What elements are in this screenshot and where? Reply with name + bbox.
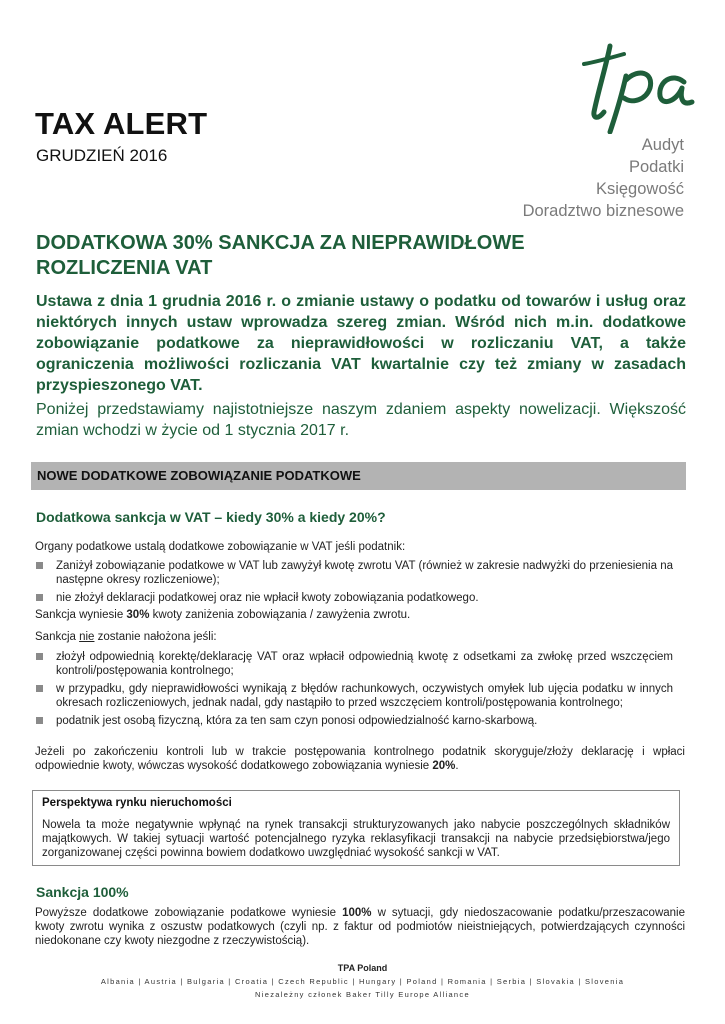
document-title: TAX ALERT <box>35 106 208 141</box>
paragraph-sanction-exceptions: Sankcja nie zostanie nałożona jeśli: <box>35 631 217 643</box>
section-title: NOWE DODATKOWE ZOBOWIĄZANIE PODATKOWE <box>37 468 361 483</box>
service-accounting: Księgowość <box>595 180 684 198</box>
bullet-list-exceptions <box>35 650 673 732</box>
lead-paragraph: Ustawa z dnia 1 grudnia 2016 r. o zmianie ustawy o podatku od towarów i usług oraz niektórych innych ustaw wprowadza szereg zmian. Wśród nich m.in. dodatkowe zobowiązanie podatkowe za nieprawidłowości w rozliczaniu VAT, a także ograniczenia możliwości rozliczania VAT kwartalnie czy też zmiany w zasadach przyspieszonego VAT. <box>36 293 686 394</box>
intro-paragraph: Poniżej przedstawiamy najistotniejsze naszym zdaniem aspekty nowelizacji. Większość zmian wchodzi w życie od 1 stycznia 2017 r. <box>36 401 686 439</box>
paragraph-sanction-100: Powyższe dodatkowe zobowiązanie podatkowe wyniesie 100% w sytuacji, gdy niedoszacowanie podatku/przeszacowanie kwoty zwrotu wynika z oszustw podatkowych (czyli np. z faktur od podmiotów nieistniejących, potwierdzających czynności niedokonane czy kwoty niezgodne z rzeczywistością). <box>35 907 685 947</box>
paragraph-sanction-20: Jeżeli po zakończeniu kontroli lub w trakcie postępowania kontrolnego podatnik skoryguje/złoży deklarację i wpłaci odpowiednie kwoty, wówczas wysokość dodatkowego zobowiązania wyniesie 20%. <box>35 746 685 772</box>
service-taxes: Podatki <box>628 158 684 176</box>
real-estate-perspective-box <box>32 790 680 866</box>
bullet-square-icon <box>36 685 43 692</box>
footer-company: TPA Poland <box>337 963 388 973</box>
footer-countries: Albania | Austria | Bulgaria | Croatia | Czech Republic | Hungary | Poland | Romania | Serbia | Slovakia | Slovenia <box>100 977 625 986</box>
box-title: Perspektywa rynku nieruchomości <box>42 797 232 809</box>
paragraph-sanction-30: Sankcja wyniesie 30% kwoty zaniżenia zobowiązania / zawyżenia zwrotu. <box>35 609 411 621</box>
bullet-square-icon <box>36 653 43 660</box>
document-date: GRUDZIEŃ 2016 <box>36 146 168 165</box>
subheading-sanction-100: Sankcja 100% <box>36 884 129 900</box>
subheading-sanction: Dodatkowa sankcja w VAT – kiedy 30% a kiedy 20%? <box>36 509 386 525</box>
list-item: w przypadku, gdy nieprawidłowości wynikają z błędów rachunkowych, oczywistych omyłek lub ujęcia podatku w innych okresach rozliczeniowych, jednak nadal, gdy nastąpiło to przed wszczęciem kontroli/postępowania kontrolnego; <box>35 682 673 710</box>
section-header-bar <box>31 462 686 490</box>
headline <box>36 231 696 281</box>
footer-alliance: Niezależny członek Baker Tilly Europe Alliance <box>255 990 470 999</box>
tpa-logo <box>580 42 698 134</box>
list-item: Zaniżył zobowiązanie podatkowe w VAT lub zawyżył kwotę zwrotu VAT (również w zakresie nadwyżki do przeniesienia na następne okresy rozliczeniowe); <box>35 559 673 587</box>
headline-line-2: ROZLICZENIA VAT <box>36 257 213 279</box>
list-item: złożył odpowiednią korektę/deklarację VAT oraz wpłacił odpowiednią kwotę z odsetkami za zwłokę przed wszczęciem kontroli/postępowania kontrolnego; <box>35 650 673 678</box>
box-text: Nowela ta może negatywnie wpłynąć na rynek transakcji strukturyzowanych jako nabycie poszczególnych składników majątkowych. W takiej sytuacji wartość potencjalnego ryzyka reklasyfikacji transakcji na nabycie przedsiębiorstwa/jego zorganizowanej części powinna bowiem dodatkowo uwzględniać wysokość sankcji w VAT. <box>42 819 670 859</box>
headline-line-1: DODATKOWA 30% SANKCJA ZA NIEPRAWIDŁOWE <box>36 232 525 254</box>
bullet-square-icon <box>36 717 43 724</box>
services-list <box>523 134 684 222</box>
service-consulting: Doradztwo biznesowe <box>522 202 684 220</box>
paragraph-conditions: Organy podatkowe ustalą dodatkowe zobowiązanie w VAT jeśli podatnik: <box>35 541 406 553</box>
bullet-square-icon <box>36 594 43 601</box>
list-item: nie złożył deklaracji podatkowej oraz nie wpłacił kwoty zobowiązania podatkowego. <box>35 591 673 605</box>
bullet-square-icon <box>36 562 43 569</box>
bullet-list-conditions <box>35 559 673 609</box>
service-audit: Audyt <box>641 136 684 154</box>
list-item: podatnik jest osobą fizyczną, która za ten sam czyn ponosi odpowiedzialność karno-skarbową. <box>35 714 673 728</box>
